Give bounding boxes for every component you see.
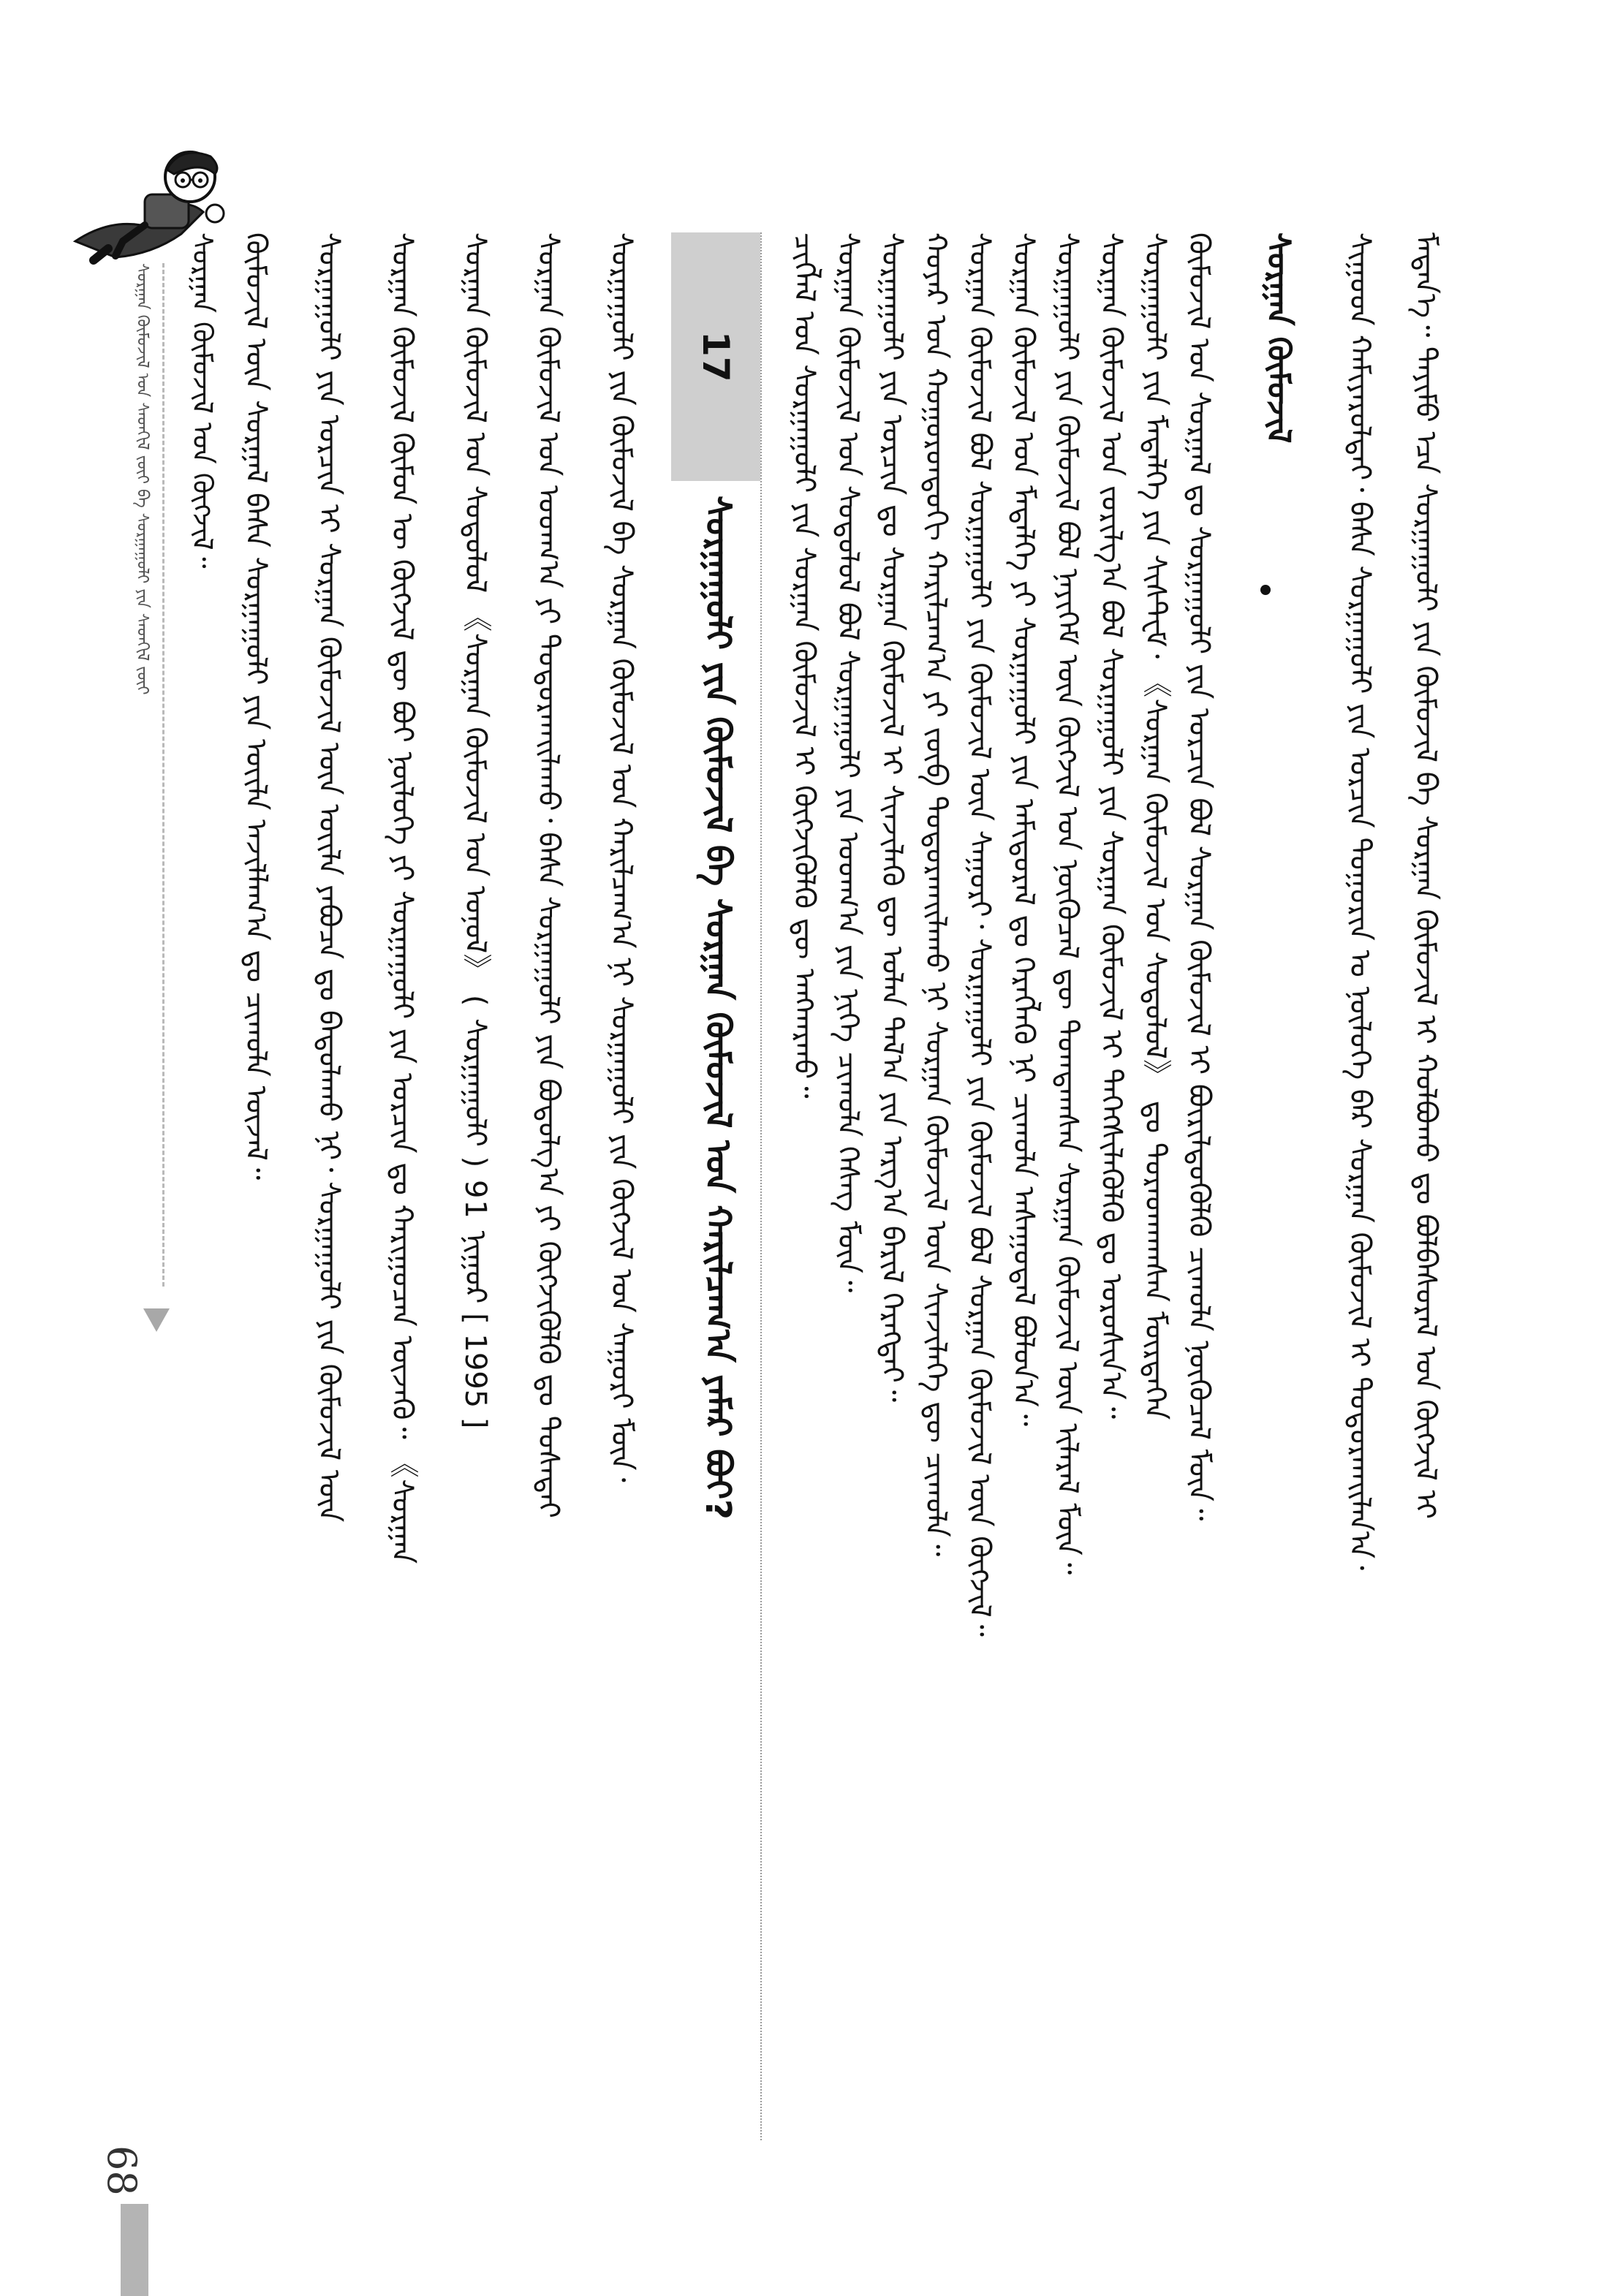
middle-paragraph-line: ᠰᠤᠷᠭᠠᠨ ᠬᠦᠮᠦᠵᠢᠯ ᠤᠨ ᠮᠡᠳᠡᠯᠭᠡ ᠶᠢ ᠰᠤᠷᠭᠠᠭᠤᠯᠢ ᠶᠢᠨ ᠠᠮᠢᠳᠤᠷᠠᠯ ᠳᠤ ᠬᠡᠷᠡᠭᠯᠡᠬᠦ ᠨᠢ ᠴᠢᠬᠤᠯᠠ ᠠᠰᠠᠭᠤᠳᠠᠯ ᠪᠣᠯᠤᠨ᠎ᠠ᠃ bbox=[1007, 232, 1040, 1427]
bottom-paragraph-line: ᠰᠤᠷᠭᠠᠨ ᠬᠦᠮᠦᠵᠢᠯ ᠤᠨ ᠰᠤᠳᠤᠯᠤᠯ 《ᠰᠤᠷᠭᠠᠨ ᠬᠦᠮᠦᠵᠢᠯ ᠤᠨ ᠣᠨᠣᠯ》 ( ᠰᠤᠷᠭᠠᠭᠤᠯᠢ ) 91 ᠨᠢᠭᠤᠷ [ 1995 ] bbox=[458, 232, 492, 1429]
bottom-paragraph-line: ᠰᠤᠷᠭᠠᠭᠤᠯᠢ ᠶᠢᠨ ᠣᠷᠴᠢᠨ ᠢ ᠰᠤᠷᠭᠠᠨ ᠬᠦᠮᠦᠵᠢᠯ ᠦᠨ ᠦᠢᠯᠡ ᠶᠠᠪᠤᠴᠠ ᠳᠤ ᠪᠠᠳᠤᠯᠠᠬᠤ ᠨᠢ᠂ ᠰᠤᠷᠭᠠᠭᠤᠯᠢ ᠶᠢᠨ ᠬᠦᠮᠦᠵᠢᠯ ᠦᠨ bbox=[312, 232, 346, 1523]
running-header-text: ᠰᠤᠷᠭᠠᠨ ᠬᠦᠮᠦᠵᠢᠯ ᠤᠨ ᠰᠡᠳᠬᠢᠯ ᠵᠦᠢ ᠪᠠ ᠰᠤᠷᠭᠠᠭᠤᠯᠢ ᠶᠢᠨ ᠰᠡᠳᠬᠢᠯ ᠵᠦᠢ bbox=[133, 263, 151, 695]
top-paragraph-line: ᠰᠢᠭᠤᠳ ᠬᠠᠮᠢᠶᠠᠷᠤᠯᠲᠠᠢ᠂ ᠪᠠᠰᠠ ᠰᠤᠷᠭᠠᠭᠤᠯᠢ ᠶᠢᠨ ᠣᠷᠴᠢᠨ ᠲᠣᠭᠣᠷᠢᠨ ᠤ ᠨᠥᠯᠦᠭᠡ ᠪᠡᠷ ᠰᠤᠷᠭᠠᠨ ᠬᠦᠮᠦᠵᠢᠯ ᠢ ᠲᠣᠳᠣᠷᠬᠠᠢᠯᠠᠨ᠎ᠠ᠂ bbox=[1343, 232, 1377, 1571]
bottom-paragraph-line: ᠰᠤᠷᠭᠠᠨ ᠬᠦᠮᠦᠵᠢᠯ ᠤᠨ ᠤᠳᠬ᠎ᠠ ᠶᠢ ᠲᠣᠳᠣᠷᠬᠠᠢᠯᠠᠬᠤ᠂ ᠪᠠᠰᠠ ᠰᠤᠷᠭᠠᠭᠤᠯᠢ ᠶᠢᠨ ᠪᠣᠳᠣᠯᠭ᠎ᠠ ᠶᠢ ᠬᠥᠭᠵᠢᠭᠦᠯᠬᠦ ᠳᠤ ᠲᠤᠰᠠᠲᠠᠢ bbox=[531, 232, 565, 1518]
middle-paragraph-line: ᠬᠦᠮᠦᠵᠢᠯ ᠤᠨ ᠰᠤᠷᠭᠠᠯ ᠳᠤ ᠰᠤᠷᠭᠠᠭᠤᠯᠢ ᠶᠢᠨ ᠣᠷᠴᠢᠨ ᠪᠣᠯ ᠰᠤᠷᠭᠠᠨ ᠬᠦᠮᠦᠵᠢᠯ ᠢ ᠪᠦᠷᠢᠯᠳᠦᠭᠦᠯᠬᠦ ᠴᠢᠬᠤᠯᠠ ᠨᠥᠬᠦᠴᠡᠯ ᠮᠥᠨ᠃ bbox=[1182, 232, 1216, 1521]
middle-paragraph-line: ᠰᠤᠷᠭᠠᠭᠤᠯᠢ ᠶᠢᠨ ᠮᠡᠳᠡᠯᠭᠡ ᠶᠢᠨ ᠰᠢᠰᠲ᠋ᠧᠮ᠂ 《ᠰᠤᠷᠭᠠᠨ ᠬᠦᠮᠦᠵᠢᠯ ᠤᠨ ᠰᠤᠳᠤᠯᠤᠯ》 ᠳᠤ ᠳᠤᠷᠠᠳᠬᠠᠭᠰᠠᠨ ᠮᠥᠷᠲᠡᠭᠡᠨ bbox=[1138, 232, 1172, 1420]
header-rule bbox=[162, 263, 164, 1287]
middle-paragraph-line: ᠰᠤᠷᠭᠠᠭᠤᠯᠢ ᠶᠢᠨ ᠬᠦᠮᠦᠵᠢᠯ ᠪᠣᠯ ᠨᠡᠶᠢᠭᠡᠮ ᠦᠨ ᠬᠥᠭᠵᠢᠯ ᠤᠨ ᠨᠥᠬᠦᠴᠡᠯ ᠳᠦ ᠲᠣᠭᠲᠠᠭᠰᠠᠨ ᠰᠤᠷᠭᠠᠨ ᠬᠦᠮᠦᠵᠢᠯ ᠦᠨ ᠢᠯᠡᠷᠡᠯ ᠮᠥᠨ᠃ bbox=[1051, 232, 1084, 1575]
middle-paragraph-line: ᠰᠤᠷᠭᠠᠭᠤᠯᠢ ᠶᠢᠨ ᠣᠷᠴᠢᠨ ᠳᠤ ᠰᠤᠷᠭᠠᠨ ᠬᠦᠮᠦᠵᠢᠯ ᠢ ᠰᠢᠨᠵᠢᠯᠡᠬᠦ ᠳᠦ ᠣᠯᠠᠨ ᠲᠠᠯ᠎ᠠ ᠶᠢᠨ ᠠᠷᠭ᠎ᠠ ᠪᠠᠷᠢᠯ ᠬᠡᠷᠡᠭᠲᠡᠢ᠃ bbox=[875, 232, 909, 1403]
page-edge-tab bbox=[121, 2204, 148, 2296]
section-number-box bbox=[671, 232, 760, 481]
section-divider bbox=[760, 232, 762, 2140]
middle-paragraph-line: ᠰᠤᠷᠭᠠᠨ ᠬᠦᠮᠦᠵᠢᠯ ᠪᠣᠯ ᠰᠤᠷᠭᠠᠭᠤᠯᠢ ᠶᠢᠨ ᠬᠦᠮᠦᠵᠢᠯ ᠦᠨ ᠰᠠᠭᠤᠷᠢ᠂ ᠰᠤᠷᠭᠠᠭᠤᠯᠢ ᠶᠢᠨ ᠬᠦᠮᠦᠵᠢᠯ ᠪᠣᠯ ᠰᠤᠷᠭᠠᠨ ᠬᠦᠮᠦᠵᠢᠯ ᠦᠨ ᠬᠥᠭᠵᠢᠯ᠃ bbox=[963, 232, 996, 1637]
section-title: ᠰᠤᠷᠭᠠᠭᠤᠯᠢ ᠶᠢᠨ ᠬᠦᠮᠦᠵᠢᠯ ᠪᠠ ᠰᠤᠷᠭᠠᠨ ᠬᠦᠮᠦᠵᠢᠯ ᠤᠨ ᠬᠠᠷᠢᠯᠴᠠᠭ᠎ᠠ ᠶᠠᠮᠠᠷ ᠪᠤᠢ? bbox=[697, 496, 738, 1520]
bottom-paragraph-line: ᠬᠦᠮᠦᠵᠢᠯ ᠦᠨ ᠰᠤᠷᠭᠠᠯ ᠪᠠᠰᠠ ᠰᠤᠷᠭᠠᠭᠤᠯᠢ ᠶᠢᠨ ᠦᠢᠯᠡ ᠠᠵᠢᠯᠯᠠᠭ᠎ᠠ ᠳᠤ ᠴᠢᠬᠤᠯᠠ ᠦᠵᠡᠯ᠃ bbox=[239, 232, 273, 1181]
bottom-paragraph-line: ᠰᠤᠷᠭᠠᠭᠤᠯᠢ ᠶᠢᠨ ᠬᠦᠮᠦᠵᠢᠯ ᠪᠠ ᠰᠤᠷᠭᠠᠨ ᠬᠦᠮᠦᠵᠢᠯ ᠤᠨ ᠬᠠᠷᠢᠯᠴᠠᠭ᠎ᠠ ᠨᠢ ᠰᠤᠷᠭᠠᠭᠤᠯᠢ ᠶᠢᠨ ᠬᠥᠭᠵᠢᠯ ᠤᠨ ᠰᠠᠭᠤᠷᠢ ᠮᠥᠨ᠂ bbox=[605, 232, 638, 1482]
middle-paragraph-line: ᠰᠤᠷᠭᠠᠨ ᠬᠦᠮᠦᠵᠢᠯ ᠤᠨ ᠵᠣᠷᠢᠯᠭ᠎ᠠ ᠪᠣᠯ ᠰᠤᠷᠭᠠᠭᠤᠯᠢ ᠶᠢᠨ ᠰᠤᠷᠭᠠᠨ ᠬᠦᠮᠦᠵᠢᠯ ᠢ ᠳᠡᠭᠡᠭᠰᠢᠯᠡᠭᠦᠯᠬᠦ ᠳᠤ ᠣᠷᠣᠰᠢᠨ᠎ᠠ᠃ bbox=[1094, 232, 1128, 1420]
top-paragraph-line: ᠮᠡᠳᠡᠨ᠎ᠡ᠃ ᠲᠡᠶᠢᠮᠦ ᠡᠴᠡ ᠰᠤᠷᠭᠠᠭᠤᠯᠢ ᠶᠢᠨ ᠬᠦᠮᠦᠵᠢᠯ ᠪᠠ ᠰᠤᠷᠭᠠᠨ ᠬᠦᠮᠦᠵᠢᠯ ᠢ ᠬᠣᠯᠪᠣᠬᠤ ᠳᠤ ᠪᠣᠯᠪᠠᠰᠤᠷᠠᠯ ᠤᠨ ᠬᠥᠭᠵᠢᠯ ᠢ bbox=[1409, 232, 1442, 1520]
middle-paragraph-line: ᠰᠤᠷᠭᠠᠨ ᠬᠦᠮᠦᠵᠢᠯ ᠤᠨ ᠰᠤᠳᠤᠯᠤᠯ ᠪᠣᠯ ᠰᠤᠷᠭᠠᠭᠤᠯᠢ ᠶᠢᠨ ᠤᠳᠬ᠎ᠠ ᠶᠢᠨ ᠨᠢᠭᠡ ᠴᠢᠬᠤᠯᠠ ᠬᠡᠰᠡᠭ ᠮᠥᠨ᠃ bbox=[831, 232, 865, 1293]
header-triangle-marker bbox=[143, 1308, 170, 1332]
middle-paragraph-line: ᠬᠣᠶᠠᠷ ᠤᠨ ᠬᠣᠭᠣᠷᠣᠨᠳᠣᠬᠢ ᠬᠠᠷᠢᠯᠴᠠᠭ᠎ᠠ ᠶᠢ ᠵᠥᠪ ᠲᠣᠳᠣᠷᠬᠠᠢᠯᠠᠬᠤ ᠨᠢ ᠰᠤᠷᠭᠠᠨ ᠬᠦᠮᠦᠵᠢᠯ ᠦᠨ ᠰᠢᠨᠵᠢᠯᠡᠭᠡ ᠳᠦ ᠴᠢᠬᠤᠯᠠ᠃ bbox=[919, 232, 953, 1557]
closing-line: ᠰᠤᠷᠭᠠᠨ ᠬᠦᠮᠦᠵᠢᠯ ᠤᠨ ᠬᠥᠭᠵᠢᠯ᠃ bbox=[186, 232, 219, 569]
section-heading bbox=[671, 232, 760, 1914]
middle-paragraph-line: ᠴᠢᠭᠯᠡᠯ ᠤᠨ ᠰᠤᠷᠭᠠᠭᠤᠯᠢ ᠶᠢᠨ ᠰᠤᠷᠭᠠᠨ ᠬᠦᠮᠦᠵᠢᠯ ᠢ ᠬᠥᠭᠵᠢᠭᠦᠯᠬᠦ ᠳᠦ ᠠᠩᠬᠠᠷᠬᠤ᠃ bbox=[787, 232, 821, 1099]
bottom-paragraph-line: ᠰᠤᠷᠭᠠᠨ ᠬᠦᠮᠦᠵᠢᠯ ᠬᠦᠮᠦᠨ ᠦ ᠬᠥᠭᠵᠢᠯ ᠳᠦ ᠪᠤᠢ ᠨᠥᠯᠦᠭᠡ ᠶᠢ ᠰᠤᠷᠭᠠᠭᠤᠯᠢ ᠶᠢᠨ ᠣᠷᠴᠢᠨ ᠳᠤ ᠬᠠᠷᠢᠭᠤᠴᠠᠨ ᠦᠵᠡᠬᠦ᠃ 《ᠰᠤᠷᠭᠠᠨ bbox=[385, 232, 419, 1564]
subheading: ᠰᠤᠷᠭᠠᠨ ᠬᠦᠮᠦᠵᠢᠯ bbox=[1260, 232, 1297, 444]
bullet-icon bbox=[1260, 585, 1271, 595]
running-header bbox=[128, 263, 157, 1287]
section-number: 17 bbox=[695, 331, 737, 382]
page-number: 68 bbox=[99, 2145, 145, 2196]
